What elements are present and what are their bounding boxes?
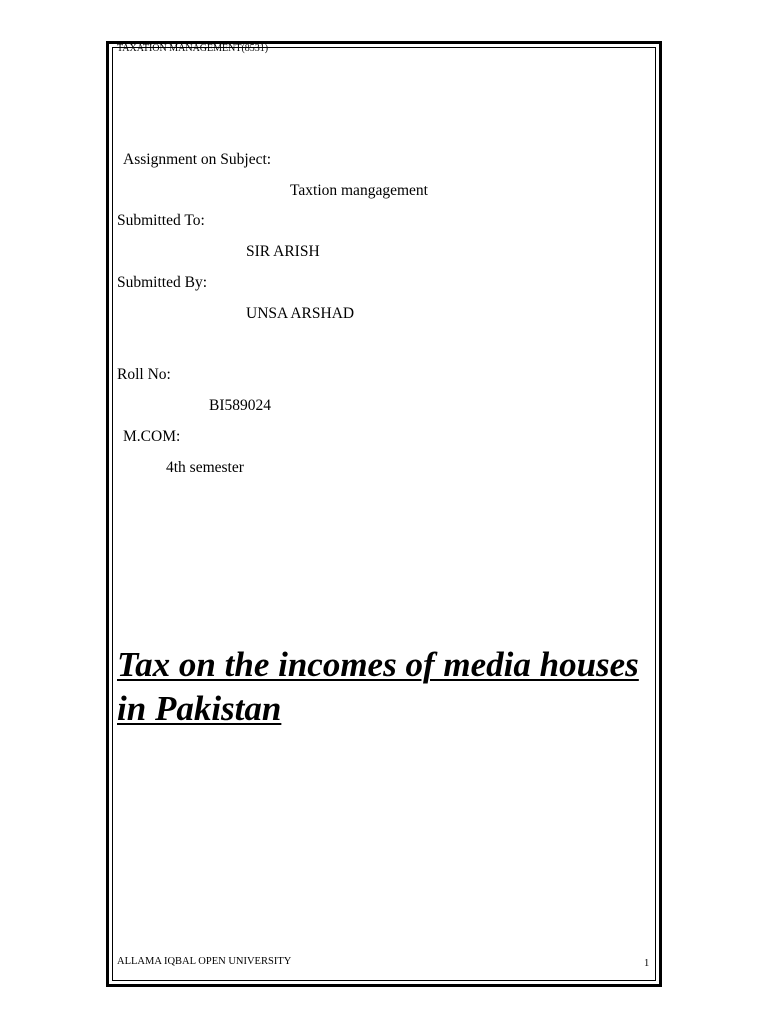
- program-label: M.COM:: [123, 428, 181, 445]
- roll-no-label: Roll No:: [117, 366, 171, 383]
- submitted-to-label: Submitted To:: [117, 212, 205, 229]
- semester-value: 4th semester: [166, 459, 244, 476]
- document-title: [117, 643, 657, 731]
- running-header: TAXATION MANAGEMENT(8531): [117, 43, 269, 54]
- document-title-line-1: Tax on the incomes of media houses: [117, 645, 639, 684]
- submitted-by-name: UNSA ARSHAD: [246, 305, 355, 322]
- subject-name: Taxtion mangagement: [290, 182, 428, 199]
- footer-university: ALLAMA IQBAL OPEN UNIVERSITY: [117, 956, 292, 967]
- roll-no-value: BI589024: [209, 397, 271, 414]
- submitted-by-label: Submitted By:: [117, 274, 207, 291]
- document-title-line-2: in Pakistan: [117, 689, 282, 728]
- page-number: 1: [644, 958, 650, 969]
- assignment-label: Assignment on Subject:: [123, 151, 272, 168]
- submitted-to-name: SIR ARISH: [246, 243, 320, 260]
